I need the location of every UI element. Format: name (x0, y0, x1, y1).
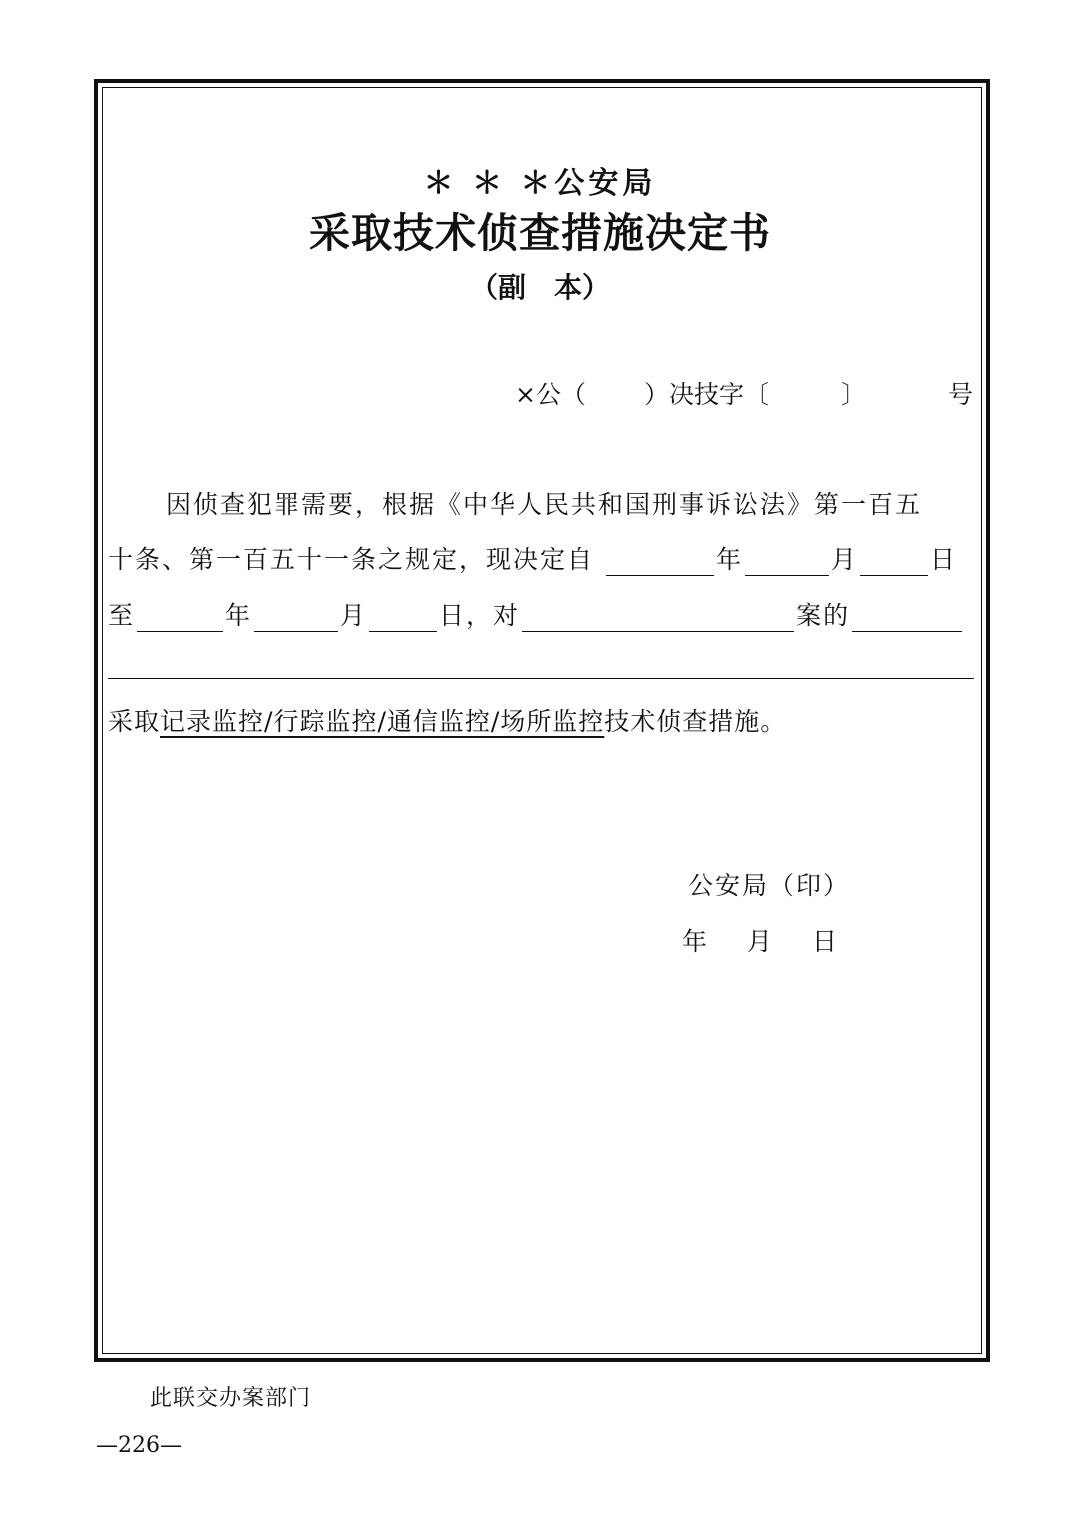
target-blank (852, 607, 962, 632)
body-line-3 (108, 596, 964, 632)
page-number: —226— (96, 1433, 182, 1458)
case-label: 案的 (796, 601, 851, 630)
end-year-blank (137, 607, 223, 632)
end-month-label: 月 (340, 601, 368, 630)
signature-day: 日 (812, 927, 838, 956)
end-year-label: 年 (225, 601, 253, 630)
start-month-label: 月 (830, 545, 858, 574)
body-line-4 (108, 702, 786, 738)
signature-month: 月 (747, 927, 773, 956)
body-line-2 (108, 540, 957, 576)
end-day-blank (369, 607, 437, 632)
body-line-1: 因侦查犯罪需要，根据《中华人民共和国刑事诉讼法》第一百五 (166, 490, 923, 519)
doc-number-mid: ）决技字〔 (643, 380, 769, 409)
end-date-start-label: 至 (108, 601, 136, 630)
copy-label: （副 本） (469, 271, 610, 304)
body-line-2-text: 十条、第一百五十一条之规定，现决定自 (108, 545, 595, 574)
end-month-blank (254, 607, 338, 632)
signature-year: 年 (682, 927, 708, 956)
target-continuation-line (108, 678, 974, 679)
end-day-label: 日，对 (439, 601, 521, 630)
case-name-blank (522, 607, 794, 632)
start-month-blank (745, 551, 829, 576)
seal-line: 公安局（印） (688, 871, 851, 900)
footer-note: 此联交办案部门 (150, 1386, 312, 1411)
start-day-blank (860, 551, 928, 576)
start-day-label: 日 (930, 545, 958, 574)
agency-name: ＊ ＊ ＊公安局 (423, 166, 657, 201)
signature-date (682, 922, 837, 958)
document-title: 采取技术侦查措施决定书 (309, 209, 771, 257)
doc-number-suffix: 号 (947, 380, 973, 409)
doc-number-close: 〕 (840, 380, 866, 409)
measures-options: 记录监控/行踪监控/通信监控/场所监控 (160, 707, 605, 736)
document-number (515, 375, 973, 411)
measures-suffix: 技术侦查措施。 (604, 707, 787, 736)
doc-number-prefix: ×公（ (515, 380, 586, 409)
start-year-blank (606, 551, 714, 576)
start-year-label: 年 (715, 545, 743, 574)
measures-prefix: 采取 (108, 707, 161, 736)
